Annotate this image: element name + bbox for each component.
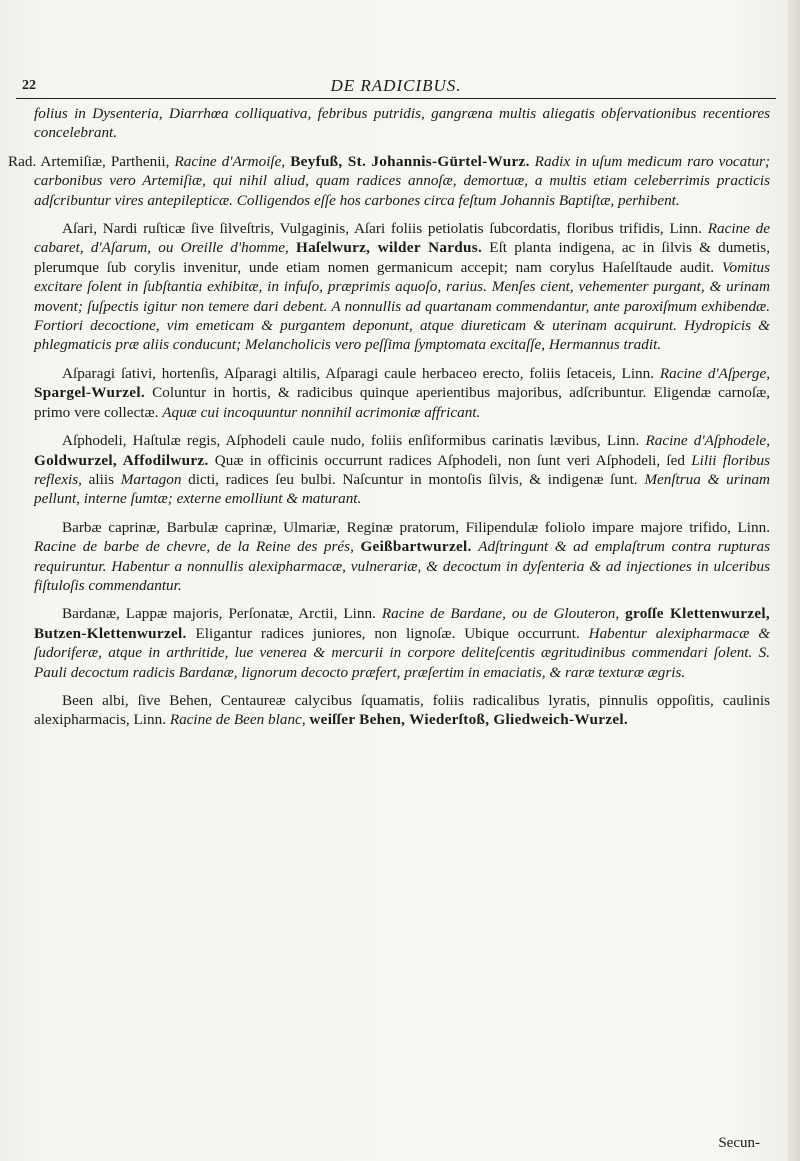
paragraph-tail-italic: Adſtringunt & ad emplaſtrum contra rupturas requiruntur. Habentur a nonnullis alexipharmacæ, vulnerariæ, & decoctum in dyſenteria & ad injectiones in ulceribus fiſtuloſis commendantur. bbox=[34, 538, 771, 594]
paragraph-german: groſſe Klettenwurzel, Butzen-Klettenwurzel. bbox=[34, 605, 770, 642]
paragraph-tail3: dicti, radices ſeu bulbi. Naſcuntur in montoſis ſilvis, & indigenæ ſunt. bbox=[181, 470, 645, 488]
page-number: 22 bbox=[22, 78, 36, 93]
paragraph-mid: , bbox=[766, 364, 770, 382]
paragraph-mid: , bbox=[301, 711, 310, 729]
paragraph-german: Beyfuß, St. Johannis-Gürtel-Wurz. bbox=[290, 152, 530, 170]
paragraph-mid: , bbox=[615, 605, 626, 623]
paragraph-german: Geißbartwurzel. bbox=[360, 538, 472, 556]
paragraph-4 bbox=[34, 431, 770, 509]
paragraph-lead: Rad. Artemiſiæ, Parthenii, bbox=[8, 152, 175, 170]
paragraph-italic1: Racine de barbe de chevre, de la Reine des prés bbox=[34, 538, 351, 556]
paragraph-tail-italic: Habentur alexipharmacæ & ſudoriferæ, atque in arthritide, lue venerea & mercurii in corpore deliteſcentis ægritudinibus commendari ſolent. S. Pauli decoctum radicis Bardanæ, lignorum decocto præfert, præſertim in emaciatis, & raræ texturæ ægris. bbox=[34, 624, 771, 681]
paragraph-text-italic: folius in Dysenteria, Diarrhœa colliquativa, febribus putridis, gangræna multis aliegatis obſervationibus recentiores concelebrant. bbox=[34, 105, 770, 142]
paragraph-german: Goldwurzel, Affodilwurz. bbox=[34, 451, 209, 469]
paragraph-lead: Aſparagi ſativi, hortenſis, Aſparagi altilis, Aſparagi caule herbaceo erecto, foliis ſetaceis, Linn. bbox=[62, 364, 660, 382]
catchword: Secun- bbox=[718, 1135, 760, 1151]
paragraph-lead: Aſphodeli, Haſtulæ regis, Aſphodeli caule nudo, foliis enſiformibus carinatis lævibus, Linn. bbox=[62, 432, 646, 450]
paragraph-tail2: , aliis bbox=[78, 470, 121, 488]
paragraph-italic1: Racine d'Aſphodele bbox=[645, 432, 767, 450]
paragraph-6 bbox=[34, 604, 770, 682]
paragraph-german: Haſelwurz, wilder Nardus. bbox=[295, 239, 483, 257]
paragraph-tail-italic: Aquæ cui incoquuntur nonnihil acrimoniæ affricant. bbox=[162, 403, 481, 421]
paragraph-tail: Eligantur radices juniores, non lignoſæ. Ubique occurrunt. bbox=[186, 624, 589, 642]
paragraph-lead: Barbæ caprinæ, Barbulæ caprinæ, Ulmariæ, Reginæ pratorum, Filipendulæ foliolo impare majore trifido, Linn. bbox=[62, 518, 770, 536]
paragraph-tail-italic: Lilii floribus reflexis bbox=[34, 451, 771, 488]
paragraph-german: weiſſer Behen, Wiederſtoß, Gliedweich-Wurzel. bbox=[309, 711, 629, 729]
paragraph-tail3-italic: Menſtrua & urinam pellunt, interne ſumtæ; externe emolliunt & maturant. bbox=[34, 470, 771, 508]
paragraph-1 bbox=[8, 152, 771, 210]
paragraph-tail-italic: Vomitus excitare ſolent in ſubſtantia exhibitæ, in infuſo, præprimis aquoſo, rarius. Menſes cient, vehementer purgant, & urinam movent; ſuſpectis igitur non temere dari debent. A nonnullis ad quartanam commendantur, ante paroxiſmum exhibendæ. Fortiori decoctione, vim emeticam & purgantem deponunt, atque diureticam & uterinam acquirunt. Hydropicis & phlegmaticis præ aliis conducunt; Melancholicis vero peſſima ſymptomata excitaſſe, Hermannus tradit. bbox=[34, 258, 770, 354]
paragraph-tail: Coluntur in hortis, & radicibus quinque aperientibus majoribus, adſcribuntur. Eligendæ carnoſæ, primo vere collectæ. bbox=[34, 384, 770, 421]
paragraph-lead: Bardanæ, Lappæ majoris, Perſonatæ, Arctii, Linn. bbox=[62, 605, 382, 623]
paragraph-5 bbox=[34, 518, 770, 596]
paragraph-italic1: Racine d'Armoiſe bbox=[174, 152, 282, 170]
paragraph-italic1: Racine d'Aſperge bbox=[659, 364, 767, 382]
paragraph-0 bbox=[34, 104, 770, 143]
page-edge bbox=[788, 0, 800, 1161]
paragraph-3 bbox=[34, 364, 770, 422]
paragraph-tail: Eſt planta indigena, ac in ſilvis & dumetis, plerumque ſub corylis invenitur, unde etiam nomen germanicum accepit; nam corylus Haſelſtaude audit. bbox=[34, 239, 770, 276]
paragraph-2 bbox=[34, 219, 770, 355]
paragraph-lead: Aſari, Nardi ruſticæ ſive ſilveſtris, Vulgaginis, Aſari foliis petiolatis ſubcordatis, floribus trifidis, Linn. bbox=[62, 220, 708, 238]
paragraph-tail-italic: Radix in uſum medicum raro vocatur; carbonibus vero Artemiſiæ, qui nihil aliud, quam radices annoſæ, demortuæ, a multis etiam celeberrimis practicis adſcribuntur vires antepilepticæ. Colligendos eſſe hos carbones circa feſtum Johannis Baptiſtæ, perhibent. bbox=[34, 152, 771, 209]
paragraph-mid: , bbox=[284, 239, 296, 257]
paragraph-tail: Quæ in officinis occurrunt radices Aſphodeli, non ſunt veri Aſphodeli, ſed bbox=[208, 451, 692, 469]
paragraph-tail2-italic: Martagon bbox=[120, 470, 182, 488]
paragraph-italic1: Racine de cabaret, d'Aſarum, ou Oreille d'homme bbox=[34, 220, 770, 257]
paragraph-lead: Been albi, ſive Behen, Centaureæ calycibus ſquamatis, foliis radicalibus lyratis, pinnulis oppoſitis, caulinis alexipharmacis, Linn. bbox=[34, 691, 770, 729]
running-title: DE RADICIBUS. bbox=[330, 76, 462, 95]
paragraph-german: Spargel-Wurzel. bbox=[34, 384, 145, 402]
header-rule bbox=[16, 98, 776, 99]
paragraph-mid: , bbox=[766, 432, 770, 450]
paragraph-mid: , bbox=[281, 152, 291, 170]
body-text bbox=[8, 104, 771, 739]
paragraph-7 bbox=[34, 691, 770, 730]
paragraph-italic1: Racine de Bardane, ou de Glouteron bbox=[381, 605, 616, 623]
paragraph-mid: , bbox=[350, 538, 361, 556]
paragraph-italic1: Racine de Been blanc bbox=[169, 711, 302, 729]
